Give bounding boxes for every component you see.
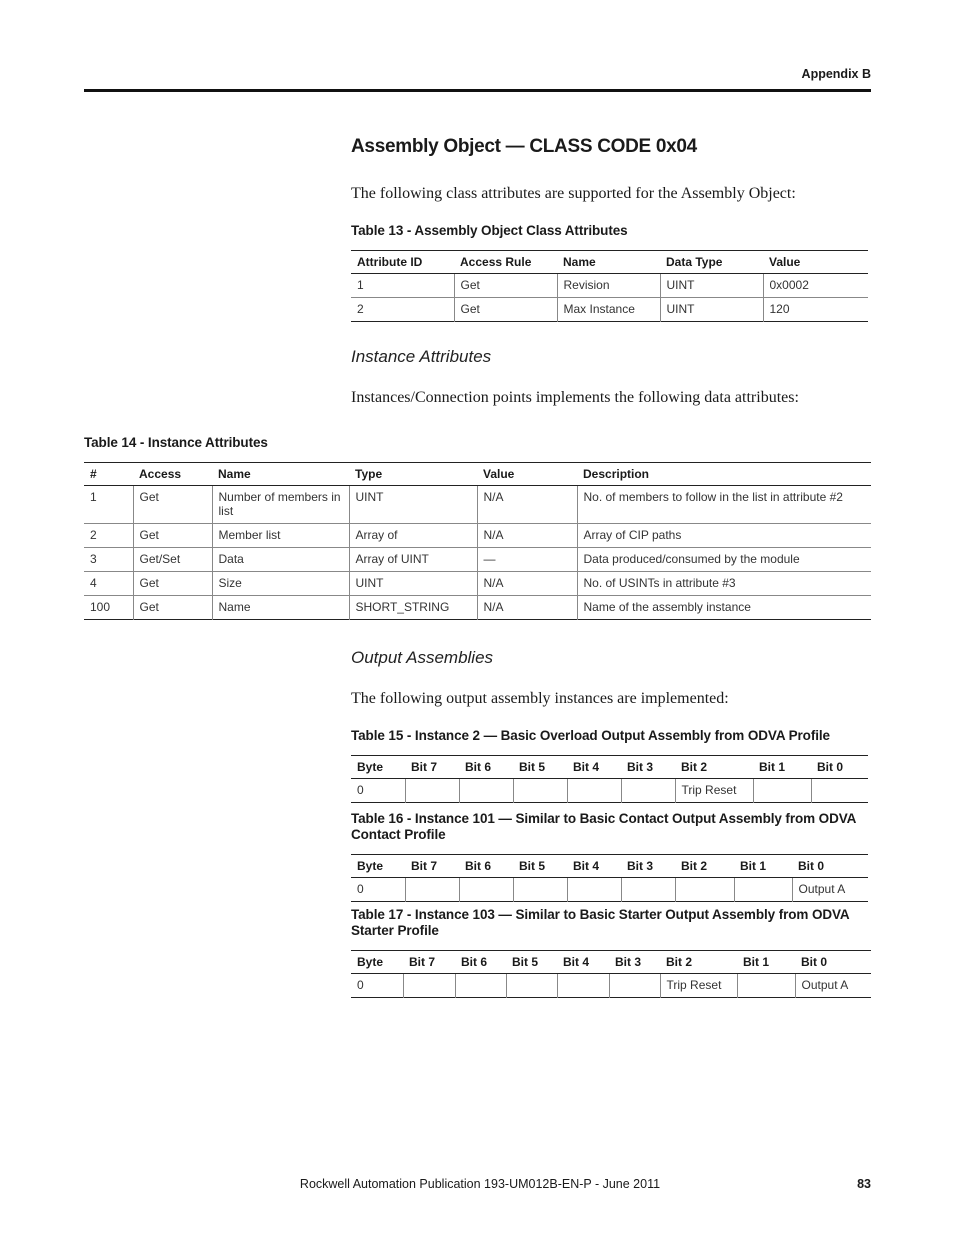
intro-paragraph: The following class attributes are supported for the Assembly Object: xyxy=(351,185,796,202)
table15-caption: Table 15 - Instance 2 — Basic Overload Output Assembly from ODVA Profile xyxy=(351,728,830,743)
table-cell: 100 xyxy=(90,600,111,614)
table13-header-cell: Name xyxy=(557,251,660,274)
table15-header-cell: Bit 0 xyxy=(811,756,868,779)
table-cell: Revision xyxy=(557,274,660,298)
table-row xyxy=(84,572,871,596)
table-cell: Name of the assembly instance xyxy=(577,596,871,620)
table16-header-cell: Bit 1 xyxy=(734,855,792,878)
table13-header-cell: Data Type xyxy=(660,251,763,274)
table16-header-cell: Bit 6 xyxy=(459,855,513,878)
table-row xyxy=(351,298,868,322)
table-cell: Get xyxy=(133,572,212,596)
table-cell: 0 xyxy=(357,978,364,992)
table17-caption-line1: Table 17 - Instance 103 — Similar to Basic Starter Output Assembly from ODVA xyxy=(351,907,850,922)
table-cell: UINT xyxy=(660,274,763,298)
table-cell: UINT xyxy=(349,572,477,596)
table17-header-cell: Bit 1 xyxy=(737,951,795,974)
table13-header-cell: Access Rule xyxy=(454,251,557,274)
table16-header-cell: Bit 7 xyxy=(405,855,459,878)
table-cell: 0x0002 xyxy=(763,274,868,298)
table-cell: 1 xyxy=(351,274,454,298)
table17-caption-line2: Starter Profile xyxy=(351,923,439,938)
table14-header-cell: Type xyxy=(349,463,477,486)
table-cell: N/A xyxy=(477,486,577,524)
table14-header-cell: Value xyxy=(477,463,577,486)
instance-paragraph: Instances/Connection points implements the following data attributes: xyxy=(351,389,799,406)
table-cell: Get/Set xyxy=(133,548,212,572)
table14-header-cell: Name xyxy=(212,463,349,486)
table-row xyxy=(351,274,868,298)
table-cell xyxy=(734,878,792,902)
table-cell xyxy=(621,878,675,902)
table14 xyxy=(84,462,871,620)
table-cell: 2 xyxy=(357,302,364,316)
table-cell: Max Instance xyxy=(557,298,660,322)
table-cell: Array of xyxy=(349,524,477,548)
table-cell: Size xyxy=(212,572,349,596)
table-cell xyxy=(737,974,795,998)
table-cell: Array of UINT xyxy=(349,548,477,572)
table16-header-cell: Byte xyxy=(351,855,405,878)
table16-header-cell: Bit 4 xyxy=(567,855,621,878)
table-cell: Number of members in list xyxy=(212,486,349,524)
table17-caption xyxy=(351,907,850,939)
table-cell xyxy=(567,779,621,803)
table-cell: 1 xyxy=(84,486,133,524)
table16-caption-line2: Contact Profile xyxy=(351,827,446,842)
table17-header-cell: Bit 0 xyxy=(795,951,871,974)
table-cell xyxy=(513,878,567,902)
table-cell: 120 xyxy=(763,298,868,322)
table16-caption-line1: Table 16 - Instance 101 — Similar to Basic Contact Output Assembly from ODVA xyxy=(351,811,857,826)
table-cell xyxy=(675,878,734,902)
table-cell: — xyxy=(477,548,577,572)
table-cell: Trip Reset xyxy=(660,974,737,998)
table-row xyxy=(84,486,871,524)
table-cell: Get xyxy=(454,274,557,298)
table16-caption xyxy=(351,811,856,843)
table-cell xyxy=(459,779,513,803)
table14-caption: Table 14 - Instance Attributes xyxy=(84,435,268,450)
table-cell xyxy=(506,974,557,998)
table-cell: 0 xyxy=(357,882,364,896)
table-cell: N/A xyxy=(477,524,577,548)
table13-header-cell: Attribute ID xyxy=(351,251,454,274)
table-cell xyxy=(405,779,459,803)
table-cell: UINT xyxy=(349,486,477,524)
table17-header-cell: Bit 4 xyxy=(557,951,609,974)
table-cell: Data produced/consumed by the module xyxy=(577,548,871,572)
table-cell: Member list xyxy=(212,524,349,548)
table-cell: 3 xyxy=(84,548,133,572)
table17-header-cell: Bit 7 xyxy=(403,951,455,974)
table15-header-cell: Bit 1 xyxy=(753,756,811,779)
table-cell: N/A xyxy=(477,596,577,620)
table14-header-cell: Access xyxy=(133,463,212,486)
footer-publication: Rockwell Automation Publication 193-UM012B-EN-P - June 2011 xyxy=(299,1177,661,1191)
table-cell: Output A xyxy=(792,878,868,902)
table-cell xyxy=(405,878,459,902)
table-cell xyxy=(621,779,675,803)
table15-header-cell: Bit 5 xyxy=(513,756,567,779)
header-rule xyxy=(84,89,871,92)
table-cell: Array of CIP paths xyxy=(577,524,871,548)
table-cell: Get xyxy=(454,298,557,322)
footer-page-number: 83 xyxy=(857,1177,871,1191)
output-assemblies-heading: Output Assemblies xyxy=(351,648,494,667)
table-cell: Name xyxy=(212,596,349,620)
table16 xyxy=(351,854,868,902)
table-cell: Get xyxy=(133,596,212,620)
table16-header-cell: Bit 0 xyxy=(792,855,868,878)
table15-header-cell: Bit 3 xyxy=(621,756,675,779)
table-row xyxy=(351,779,868,803)
table-cell xyxy=(753,779,811,803)
table15-header-cell: Bit 4 xyxy=(567,756,621,779)
table14-header-cell: Description xyxy=(577,463,871,486)
table-cell: UINT xyxy=(660,298,763,322)
table-cell: Get xyxy=(133,486,212,524)
table-cell: SHORT_STRING xyxy=(349,596,477,620)
table-cell xyxy=(567,878,621,902)
table-row xyxy=(84,524,871,548)
table-row xyxy=(84,548,871,572)
table17-header-cell: Byte xyxy=(351,951,403,974)
header-section-label: Appendix B xyxy=(801,67,871,81)
table-cell: N/A xyxy=(477,572,577,596)
table-cell xyxy=(455,974,506,998)
table16-header-cell: Bit 2 xyxy=(675,855,734,878)
table15-header-cell: Bit 6 xyxy=(459,756,513,779)
table13-header-cell: Value xyxy=(763,251,868,274)
table-cell: 0 xyxy=(357,783,364,797)
table16-header-cell: Bit 5 xyxy=(513,855,567,878)
instance-attributes-heading: Instance Attributes xyxy=(351,347,492,366)
table17-header-cell: Bit 2 xyxy=(660,951,737,974)
table17-header-cell: Bit 6 xyxy=(455,951,506,974)
table15-header-cell: Byte xyxy=(351,756,405,779)
table-cell xyxy=(557,974,609,998)
table-cell xyxy=(811,779,868,803)
page-title: Assembly Object — CLASS CODE 0x04 xyxy=(351,136,697,157)
table15 xyxy=(351,755,868,803)
table-cell: Data xyxy=(212,548,349,572)
table-row xyxy=(351,974,871,998)
table15-header-cell: Bit 7 xyxy=(405,756,459,779)
table14-header-cell: # xyxy=(84,463,133,486)
table16-header-cell: Bit 3 xyxy=(621,855,675,878)
table-cell: No. of USINTs in attribute #3 xyxy=(577,572,871,596)
table-cell: 2 xyxy=(84,524,133,548)
table17 xyxy=(351,950,871,998)
output-paragraph: The following output assembly instances are implemented: xyxy=(351,690,729,707)
table-cell xyxy=(459,878,513,902)
table15-header-cell: Bit 2 xyxy=(675,756,753,779)
table-row xyxy=(351,878,868,902)
table-cell xyxy=(609,974,660,998)
table-cell xyxy=(513,779,567,803)
table-cell xyxy=(403,974,455,998)
table17-header-cell: Bit 3 xyxy=(609,951,660,974)
table-cell: No. of members to follow in the list in attribute #2 xyxy=(577,486,871,524)
table-cell: Trip Reset xyxy=(675,779,753,803)
table17-header-cell: Bit 5 xyxy=(506,951,557,974)
table-cell: Output A xyxy=(795,974,871,998)
table-cell: 4 xyxy=(84,572,133,596)
table13 xyxy=(351,250,868,322)
table13-caption: Table 13 - Assembly Object Class Attributes xyxy=(351,223,628,238)
table-cell: Get xyxy=(133,524,212,548)
table-row xyxy=(84,596,871,620)
